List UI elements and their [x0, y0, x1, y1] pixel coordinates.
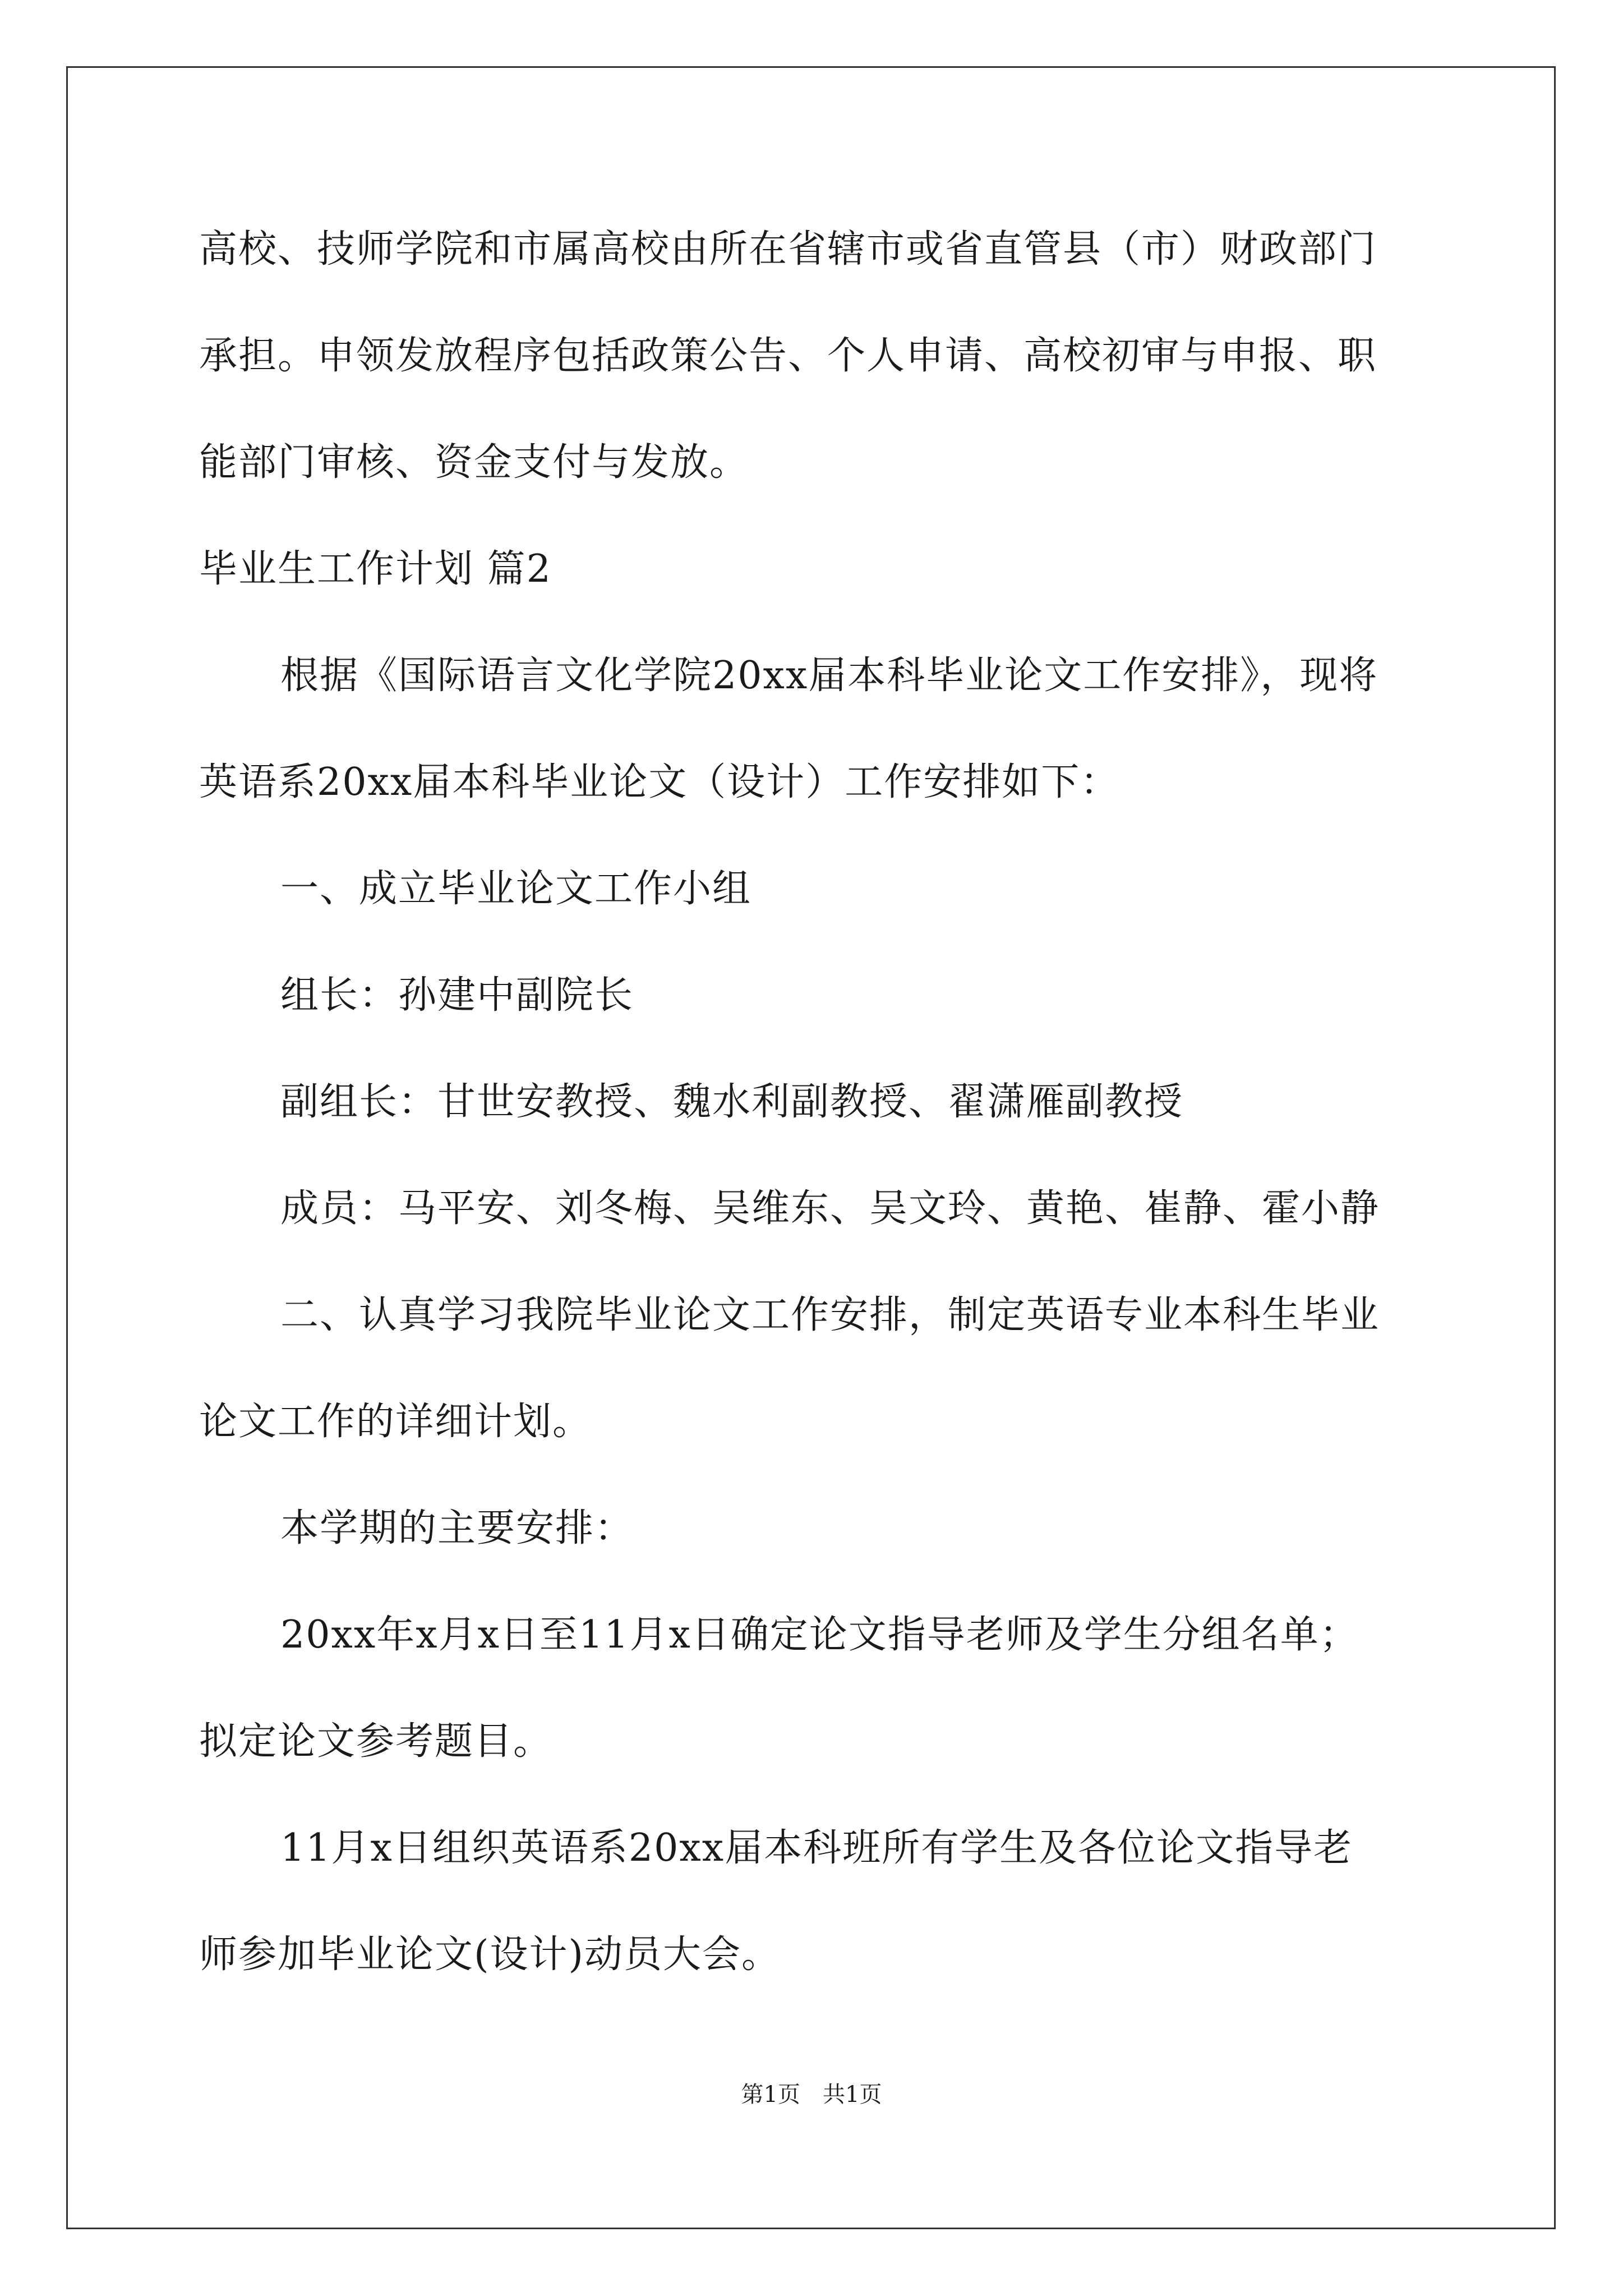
paragraph-line: 英语系20xx届本科毕业论文（设计）工作安排如下： — [199, 760, 1120, 804]
paragraph-line: 本学期的主要安排： — [280, 1506, 634, 1550]
page-border — [66, 66, 1556, 2229]
list-heading: 二、认真学习我院毕业论文工作安排，制定英语专业本科生毕业 — [280, 1293, 1380, 1337]
section-heading: 毕业生工作计划 篇2 — [199, 547, 552, 591]
paragraph-line: 论文工作的详细计划。 — [199, 1400, 592, 1444]
paragraph-line: 拟定论文参考题目。 — [199, 1719, 553, 1764]
paragraph-line: 根据《国际语言文化学院20xx届本科毕业论文工作安排》，现将 — [280, 654, 1378, 698]
paragraph-line: 高校、技师学院和市属高校由所在省辖市或省直管县（市）财政部门 — [199, 227, 1377, 272]
page-number-footer: 第1页 共1页 — [741, 2082, 882, 2108]
list-heading: 一、成立毕业论文工作小组 — [280, 867, 752, 911]
paragraph-line: 成员：马平安、刘冬梅、吴维东、吴文玲、黄艳、崔静、霍小静 — [280, 1186, 1380, 1231]
paragraph-line: 能部门审核、资金支付与发放。 — [199, 440, 749, 485]
paragraph-line: 11月x日组织英语系20xx届本科班所有学生及各位论文指导老 — [280, 1826, 1353, 1870]
paragraph-line: 师参加毕业论文(设计)动员大会。 — [199, 1932, 781, 1977]
paragraph-line: 承担。申领发放程序包括政策公告、个人申请、高校初审与申报、职 — [199, 334, 1377, 378]
paragraph-line: 副组长：甘世安教授、魏水利副教授、翟潇雁副教授 — [280, 1080, 1184, 1124]
paragraph-line: 20xx年x月x日至11月x日确定论文指导老师及学生分组名单； — [280, 1613, 1359, 1657]
paragraph-line: 组长：孙建中副院长 — [280, 973, 634, 1018]
